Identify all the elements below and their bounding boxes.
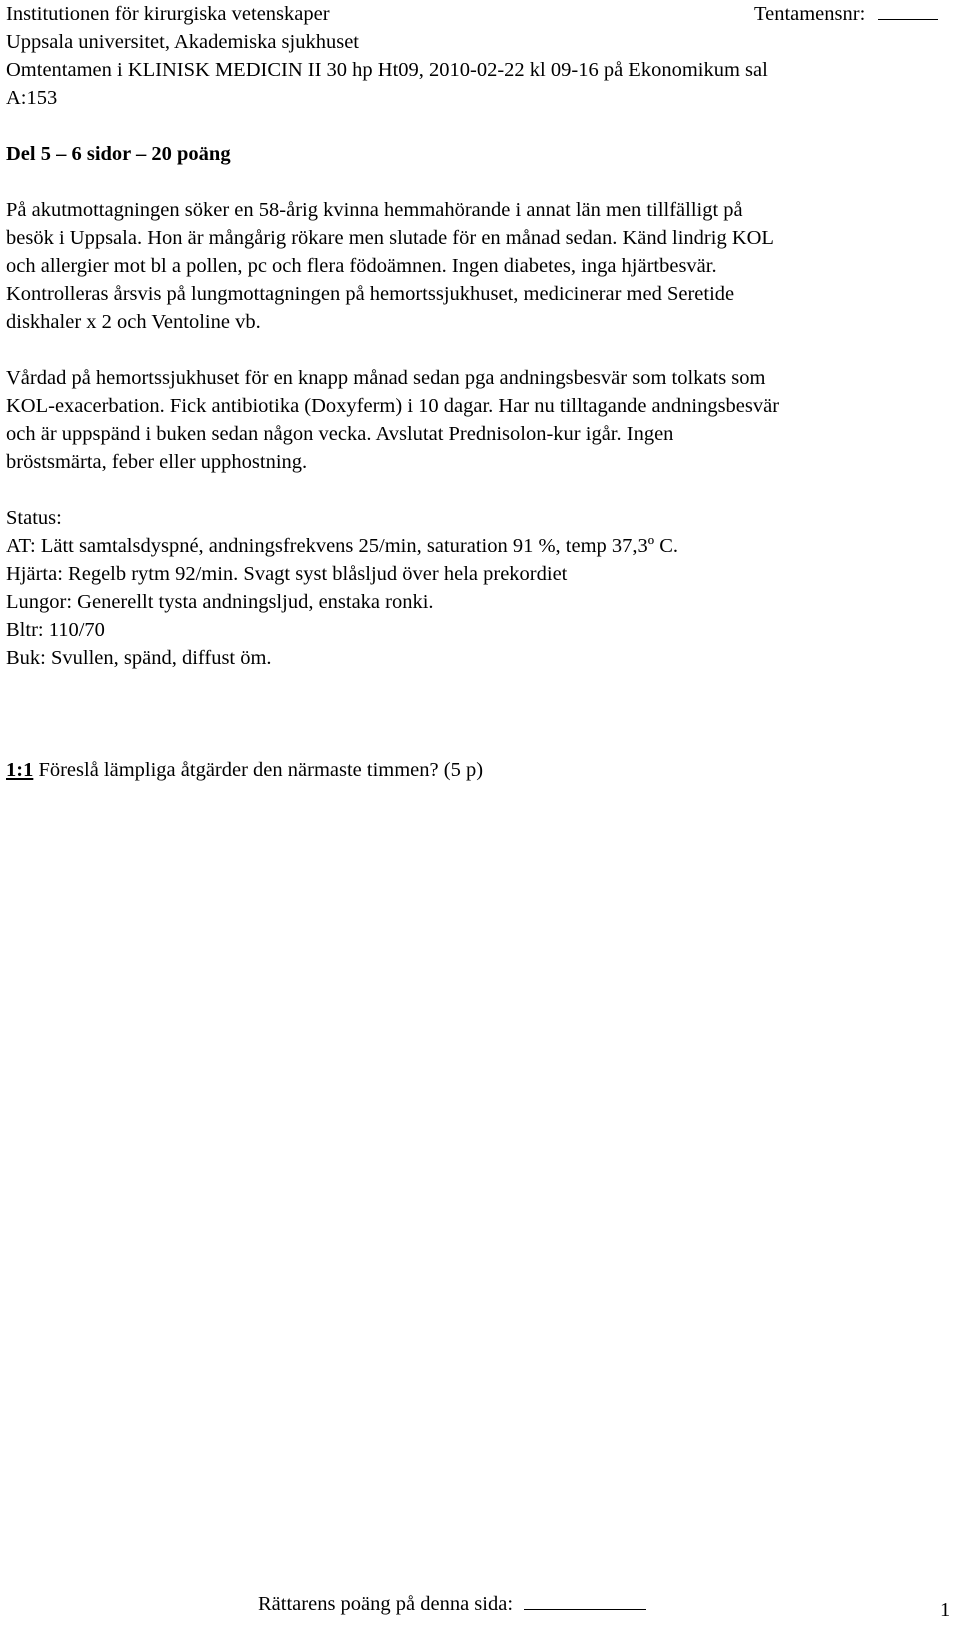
question	[6, 756, 483, 784]
status-block	[6, 504, 951, 672]
history-line: och är uppspänd i buken sedan någon vecka. Avslutat Prednisolon-kur igår. Ingen	[6, 423, 674, 445]
grader-score-field	[258, 1590, 646, 1618]
grader-score-label: Rättarens poäng på denna sida:	[258, 1593, 514, 1615]
case-line: besök i Uppsala. Hon är mångårig rökare men slutade för en månad sedan. Känd lindrig KOL	[6, 227, 774, 249]
status-abdomen: Buk: Svullen, spänd, diffust öm.	[6, 647, 272, 669]
exam-number-field	[754, 0, 938, 28]
case-line: och allergier mot bl a pollen, pc och flera födoämnen. Ingen diabetes, inga hjärtbesvär.	[6, 255, 717, 277]
grader-score-blank	[524, 1591, 646, 1610]
university-line: Uppsala universitet, Akademiska sjukhuset	[6, 31, 359, 53]
case-line: diskhaler x 2 och Ventoline vb.	[6, 311, 261, 333]
case-line: Kontrolleras årsvis på lungmottagningen på hemortssjukhuset, medicinerar med Seretide	[6, 283, 735, 305]
case-line: På akutmottagningen söker en 58-årig kvinna hemmahörande i annat län men tillfälligt på	[6, 199, 743, 221]
status-at: AT: Lätt samtalsdyspné, andningsfrekvens 25/min, saturation 91 %, temp 37,3º C.	[6, 535, 679, 557]
history-line: KOL-exacerbation. Fick antibiotika (Doxyferm) i 10 dagar. Har nu tilltagande andningsbesvär	[6, 395, 780, 417]
status-lungs: Lungor: Generellt tysta andningsljud, enstaka ronki.	[6, 591, 434, 613]
exam-number-label: Tentamensnr:	[754, 3, 866, 25]
status-heart: Hjärta: Regelb rytm 92/min. Svagt syst blåsljud över hela prekordiet	[6, 563, 568, 585]
page-number: 1	[940, 1599, 951, 1621]
question-text: Föreslå lämpliga åtgärder den närmaste timmen? (5 p)	[33, 759, 484, 781]
status-label: Status:	[6, 507, 62, 529]
history-paragraph	[6, 364, 951, 476]
room-line: A:153	[6, 87, 58, 109]
status-bp: Bltr: 110/70	[6, 619, 105, 641]
case-paragraph	[6, 196, 951, 336]
history-line: bröstsmärta, feber eller upphostning.	[6, 451, 308, 473]
exam-number-blank	[878, 1, 938, 20]
exam-info-line: Omtentamen i KLINISK MEDICIN II 30 hp Ht09, 2010-02-22 kl 09-16 på Ekonomikum sal	[6, 59, 768, 81]
history-line: Vårdad på hemortssjukhuset för en knapp månad sedan pga andningsbesvär som tolkats som	[6, 367, 766, 389]
section-title: Del 5 – 6 sidor – 20 poäng	[6, 143, 231, 165]
institution-line: Institutionen för kirurgiska vetenskaper	[6, 3, 330, 25]
question-number: 1:1	[6, 759, 34, 781]
